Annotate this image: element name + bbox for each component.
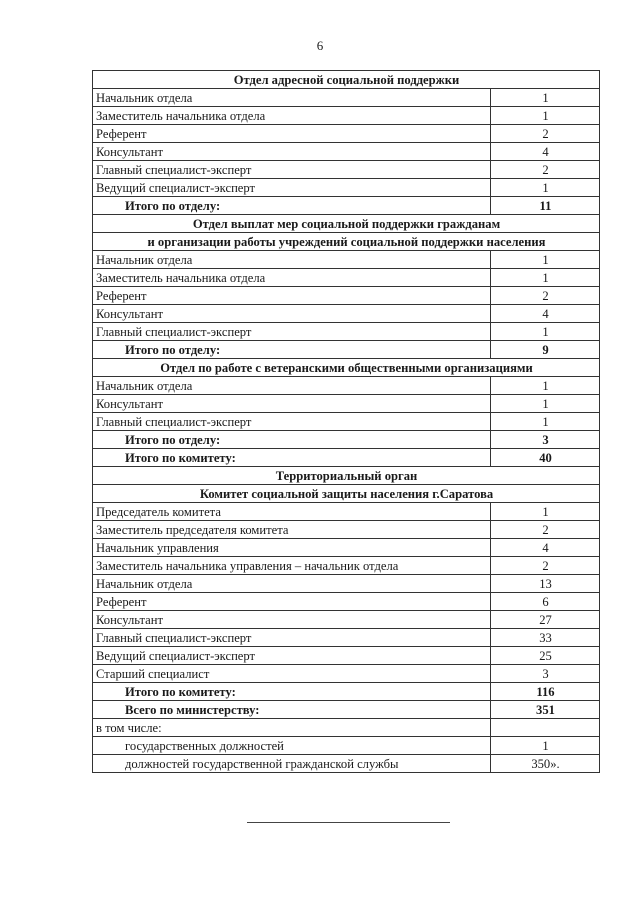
- position-count: 1: [491, 89, 600, 107]
- position-count: 1: [491, 503, 600, 521]
- position-count: 1: [491, 269, 600, 287]
- position-count: 3: [491, 665, 600, 683]
- position-label: Заместитель начальника отдела: [93, 269, 491, 287]
- total-row: [93, 701, 600, 719]
- section-header: Отдел выплат мер социальной поддержки гражданам: [93, 215, 600, 233]
- table-row: [93, 305, 600, 323]
- section-header: Комитет социальной защиты населения г.Саратова: [93, 485, 600, 503]
- section-header: Отдел адресной социальной поддержки: [93, 71, 600, 89]
- position-label: Старший специалист: [93, 665, 491, 683]
- table-row: [93, 575, 600, 593]
- position-count: 2: [491, 557, 600, 575]
- section-header-row: [93, 485, 600, 503]
- table-row: [93, 521, 600, 539]
- table-row: [93, 161, 600, 179]
- total-label: Всего по министерству:: [93, 701, 491, 719]
- position-count: 1: [491, 107, 600, 125]
- total-label: Итого по комитету:: [93, 683, 491, 701]
- section-header: Отдел по работе с ветеранскими общественными организациями: [93, 359, 600, 377]
- table-row: [93, 269, 600, 287]
- table-row: [93, 89, 600, 107]
- position-label: Референт: [93, 593, 491, 611]
- closing-rule: [247, 822, 450, 823]
- table-row: [93, 647, 600, 665]
- position-label: Начальник отдела: [93, 377, 491, 395]
- position-count: 27: [491, 611, 600, 629]
- section-header-row: [93, 215, 600, 233]
- table-row: [93, 665, 600, 683]
- table-row: [93, 593, 600, 611]
- position-count: 4: [491, 143, 600, 161]
- total-row: [93, 431, 600, 449]
- section-header-row: [93, 233, 600, 251]
- position-label: Референт: [93, 125, 491, 143]
- position-count: 33: [491, 629, 600, 647]
- position-label: Начальник управления: [93, 539, 491, 557]
- position-label: Референт: [93, 287, 491, 305]
- total-row: [93, 197, 600, 215]
- total-row: [93, 449, 600, 467]
- position-label: Начальник отдела: [93, 251, 491, 269]
- section-header: Территориальный орган: [93, 467, 600, 485]
- total-value: 116: [491, 683, 600, 701]
- position-label: Главный специалист-эксперт: [93, 413, 491, 431]
- table-row: [93, 143, 600, 161]
- table-row: [93, 125, 600, 143]
- position-count: 1: [491, 377, 600, 395]
- position-count: 2: [491, 287, 600, 305]
- position-label: Заместитель начальника отдела: [93, 107, 491, 125]
- position-label: Председатель комитета: [93, 503, 491, 521]
- table-row: [93, 539, 600, 557]
- table-row: [93, 179, 600, 197]
- position-count: 6: [491, 593, 600, 611]
- position-label: Начальник отдела: [93, 575, 491, 593]
- total-label: Итого по отделу:: [93, 431, 491, 449]
- table-row: [93, 287, 600, 305]
- position-count: 4: [491, 539, 600, 557]
- table-row: [93, 503, 600, 521]
- including-item-value: 350».: [491, 755, 600, 773]
- table-row: [93, 557, 600, 575]
- table-row: [93, 611, 600, 629]
- table-row: [93, 251, 600, 269]
- position-count: 1: [491, 251, 600, 269]
- staffing-table-body: [93, 71, 600, 773]
- position-count: 1: [491, 323, 600, 341]
- total-value: 351: [491, 701, 600, 719]
- position-label: Ведущий специалист-эксперт: [93, 179, 491, 197]
- total-label: Итого по отделу:: [93, 197, 491, 215]
- position-count: 13: [491, 575, 600, 593]
- position-count: 2: [491, 161, 600, 179]
- total-label: Итого по комитету:: [93, 449, 491, 467]
- position-label: Начальник отдела: [93, 89, 491, 107]
- position-count: 2: [491, 125, 600, 143]
- section-header: и организации работы учреждений социальной поддержки населения: [93, 233, 600, 251]
- position-count: 25: [491, 647, 600, 665]
- position-label: Ведущий специалист-эксперт: [93, 647, 491, 665]
- table-row: [93, 107, 600, 125]
- section-header-row: [93, 467, 600, 485]
- section-header-row: [93, 359, 600, 377]
- table-row: [93, 413, 600, 431]
- page-number: 6: [316, 38, 324, 53]
- including-row: [93, 719, 600, 737]
- position-label: Главный специалист-эксперт: [93, 323, 491, 341]
- position-label: Консультант: [93, 143, 491, 161]
- position-label: Главный специалист-эксперт: [93, 629, 491, 647]
- position-label: Консультант: [93, 611, 491, 629]
- total-row: [93, 341, 600, 359]
- section-header-row: [93, 71, 600, 89]
- total-value: 3: [491, 431, 600, 449]
- including-item-row: [93, 755, 600, 773]
- including-item-label: должностей государственной гражданской службы: [93, 755, 491, 773]
- table-row: [93, 377, 600, 395]
- including-item-label: государственных должностей: [93, 737, 491, 755]
- position-count: 2: [491, 521, 600, 539]
- including-item-row: [93, 737, 600, 755]
- including-label: в том числе:: [93, 719, 491, 737]
- position-count: 1: [491, 413, 600, 431]
- position-count: 1: [491, 395, 600, 413]
- position-label: Главный специалист-эксперт: [93, 161, 491, 179]
- total-row: [93, 683, 600, 701]
- table-row: [93, 395, 600, 413]
- total-value: 40: [491, 449, 600, 467]
- staffing-table: [92, 70, 600, 773]
- position-label: Консультант: [93, 305, 491, 323]
- table-row: [93, 629, 600, 647]
- including-empty: [491, 719, 600, 737]
- total-value: 9: [491, 341, 600, 359]
- including-item-value: 1: [491, 737, 600, 755]
- position-label: Заместитель председателя комитета: [93, 521, 491, 539]
- position-count: 1: [491, 179, 600, 197]
- total-label: Итого по отделу:: [93, 341, 491, 359]
- table-row: [93, 323, 600, 341]
- position-label: Консультант: [93, 395, 491, 413]
- position-label: Заместитель начальника управления – начальник отдела: [93, 557, 491, 575]
- position-count: 4: [491, 305, 600, 323]
- total-value: 11: [491, 197, 600, 215]
